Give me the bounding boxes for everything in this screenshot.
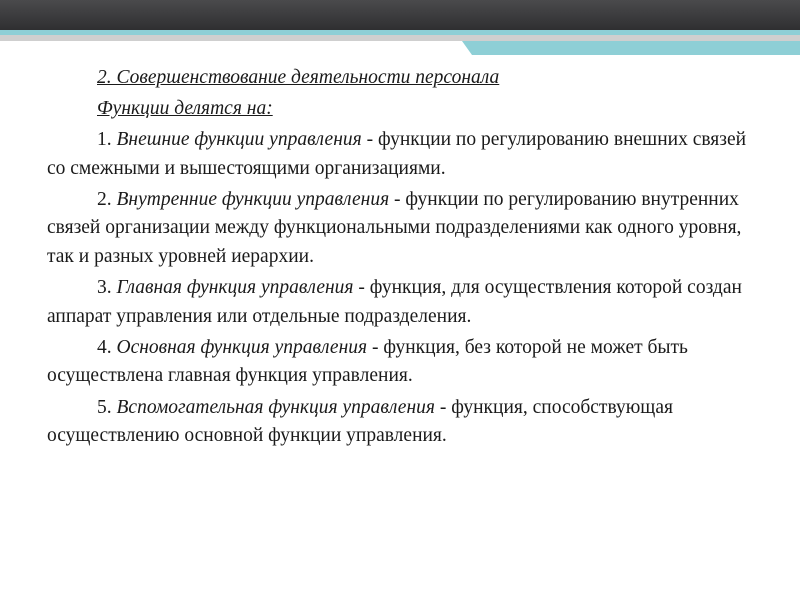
item-number: 4.	[97, 336, 112, 358]
item-definition: - функции по регулированию внутренних связей организации между функциональными подразделениями как одного уровня, так и разных уровней иерархии.	[47, 188, 742, 268]
accent-block	[472, 41, 800, 55]
item-number: 1.	[97, 129, 112, 151]
header-band	[0, 0, 800, 30]
item-definition: - функция, без которой не может быть осуществлена главная функция управления.	[47, 336, 688, 387]
function-item-2	[47, 186, 757, 272]
slide-heading: 2. Совершенствование деятельности персонала	[97, 67, 500, 88]
function-item-5	[47, 394, 757, 451]
function-item-3	[47, 274, 757, 331]
item-term: Внешние функции управления	[116, 129, 362, 151]
item-term: Основная функция управления	[116, 336, 368, 358]
item-number: 2.	[97, 188, 112, 210]
function-item-4	[47, 334, 757, 391]
item-definition: - функция, для осуществления которой создан аппарат управления или отдельные подразделения.	[47, 277, 742, 327]
item-definition: - функции по регулированию внешних связей со смежными и вышестоящими организациями.	[47, 129, 747, 179]
slide-subheading: Функции делятся на:	[97, 98, 273, 120]
item-number: 5.	[97, 396, 112, 418]
item-term: Внутренние функции управления	[116, 188, 390, 210]
slide-content	[47, 64, 757, 453]
function-item-1	[47, 126, 757, 183]
accent-notch	[462, 41, 472, 55]
item-term: Главная функция управления	[116, 277, 354, 299]
item-term: Вспомогательная функция управления	[116, 396, 435, 418]
item-number: 3.	[97, 277, 112, 299]
item-definition: - функция, способствующая осуществлению основной функции управления.	[47, 396, 673, 447]
